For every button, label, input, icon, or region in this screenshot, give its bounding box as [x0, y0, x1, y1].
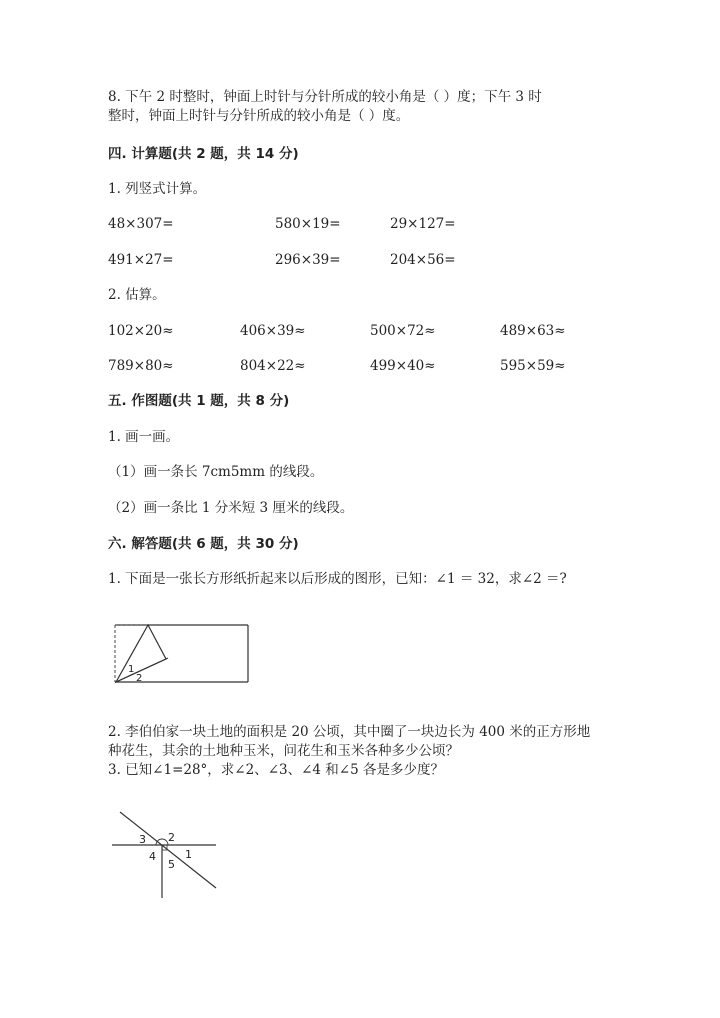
- angle-3-label: 3: [139, 833, 146, 846]
- angle-2-label: 2: [136, 673, 143, 684]
- angle-2-label: 2: [168, 831, 175, 844]
- calc-item: 204×56=: [390, 252, 456, 268]
- section4-title: 四. 计算题(共 2 题，共 14 分): [108, 146, 299, 162]
- estimate-item: 500×72≈: [370, 323, 436, 339]
- section6-q3-text: 3. 已知∠1=28°，求∠2、∠3、∠4 和∠5 各是多少度？: [108, 762, 444, 778]
- section6-q2-line1: 2. 李伯伯家一块土地的面积是 20 公顷，其中圈了一块边长为 400 米的正方形地: [108, 724, 591, 740]
- calc-item: 29×127=: [390, 216, 456, 232]
- section5-title: 五. 作图题(共 1 题，共 8 分): [108, 393, 290, 409]
- estimate-item: 499×40≈: [370, 358, 436, 374]
- angle-1-label: 1: [185, 848, 192, 861]
- estimate-item: 489×63≈: [500, 323, 566, 339]
- diagonal-line: [120, 812, 216, 888]
- section5-q1-part2: （2）画一条比 1 分米短 3 厘米的线段。: [108, 500, 354, 516]
- estimate-item: 406×39≈: [240, 323, 306, 339]
- section4-q2-label: 2. 估算。: [108, 287, 166, 303]
- estimate-item: 804×22≈: [240, 358, 306, 374]
- angle-5-label: 5: [168, 858, 175, 871]
- section6-q1-text: 1. 下面是一张长方形纸折起来以后形成的图形，已知：∠1 ＝ 32，求∠2 ＝?: [108, 571, 567, 587]
- calc-item: 580×19=: [275, 216, 341, 232]
- section5-q1-part1: （1）画一条长 7cm5mm 的线段。: [108, 464, 324, 480]
- section4-q1-label: 1. 列竖式计算。: [108, 181, 207, 197]
- section6-q2-line2: 种花生，其余的土地种玉米，问花生和玉米各种多少公顷？: [108, 743, 459, 759]
- estimate-item: 789×80≈: [108, 358, 174, 374]
- angle-4-label: 4: [149, 850, 156, 863]
- calc-item: 48×307=: [108, 216, 174, 232]
- q8-line1: 8. 下午 2 时整时，钟面上时针与分针所成的较小角是（ ）度；下午 3 时: [108, 89, 542, 105]
- section6-title: 六. 解答题(共 6 题，共 30 分): [108, 536, 299, 552]
- calc-item: 491×27=: [108, 252, 174, 268]
- estimate-item: 102×20≈: [108, 323, 174, 339]
- intersecting-lines-figure: [108, 808, 228, 900]
- section5-q1-label: 1. 画一画。: [108, 429, 180, 445]
- folded-paper-figure: [108, 618, 252, 690]
- q8-line2: 整时，钟面上时针与分针所成的较小角是（ ）度。: [108, 108, 410, 124]
- angle-1-label: 1: [128, 664, 135, 675]
- calc-item: 296×39=: [275, 252, 341, 268]
- estimate-item: 595×59≈: [500, 358, 566, 374]
